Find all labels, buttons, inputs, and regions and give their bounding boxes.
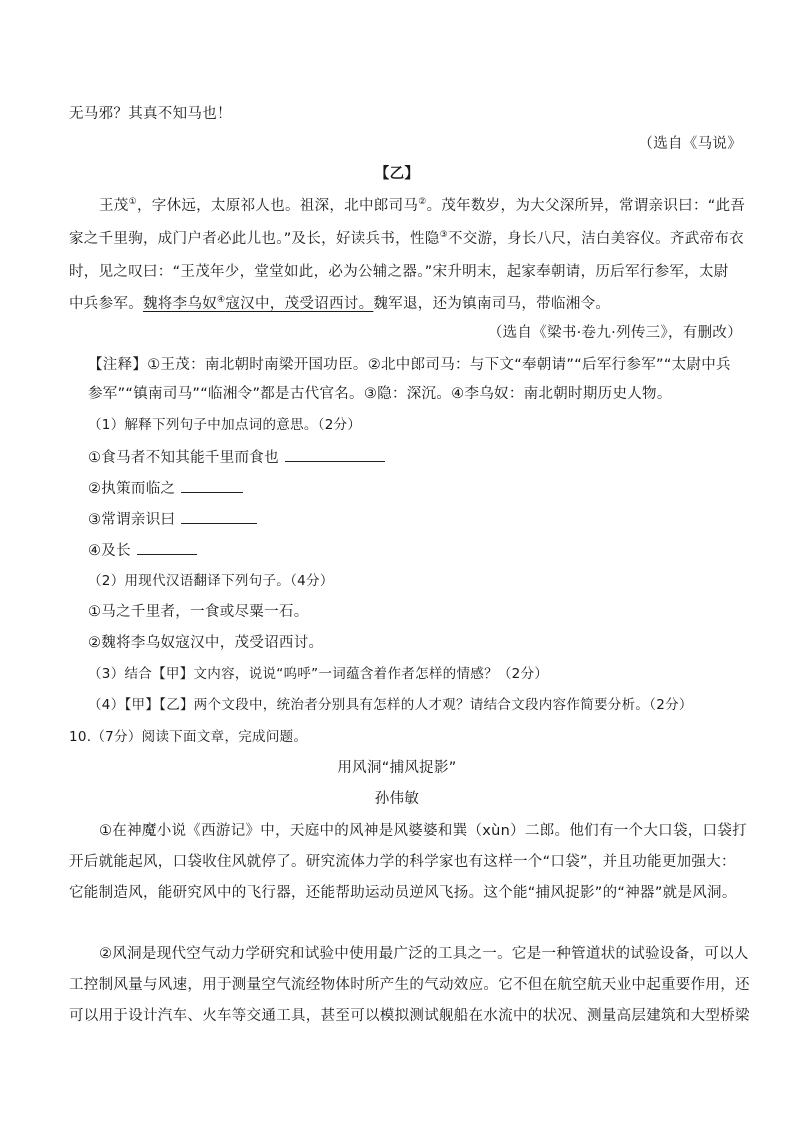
notes-line-1: 【注释】①王茂：南北朝时南梁开国功臣。②北中郎司马：与下文“奉朝请”“后军行参军”“太尉中兵 xyxy=(88,357,731,373)
text: 家之千里驹，成门户者必此儿也。”及长，好读兵书，性隐 xyxy=(69,231,440,247)
paragraph-2-line-1: ②风洞是现代空气动力学研究和试验中使用最广泛的工具之一。它是一种管道状的试验设备，可以人 xyxy=(99,946,749,962)
q2-item-2: ②魏将李乌奴寇汉中，茂受诏西讨。 xyxy=(88,635,324,651)
text: 王茂 xyxy=(99,198,129,214)
text: ①食马者不知其能千里而食也 xyxy=(88,450,279,466)
answer-blank[interactable] xyxy=(181,509,257,524)
passage-yi-source: （选自《梁书·卷九·列传三》，有删改） xyxy=(487,325,742,341)
q1-item-3 xyxy=(88,509,257,530)
article-author: 孙伟敏 xyxy=(374,791,420,807)
passage-yi-line-1 xyxy=(99,196,745,216)
passage-yi-heading: 【乙】 xyxy=(374,166,420,182)
question-1: （1）解释下列句子中加点词的意思。（2分） xyxy=(88,417,362,433)
text: 中兵参军。 xyxy=(69,296,143,312)
question-3: （3）结合【甲】文内容，说说“呜呼”一词蕴含着作者怎样的情感？（2分） xyxy=(88,666,549,682)
paragraph-2-line-2: 工控制风量与风速，用于测量空气流经物体时所产生的气动效应。它不但在航空航天业中起重要作用，还 xyxy=(69,977,750,993)
note-marker-2: ② xyxy=(418,197,427,208)
q2-item-1: ①马之千里者，一食或尽粟一石。 xyxy=(88,604,309,620)
text: 寇汉中，茂受诏西讨。 xyxy=(225,296,374,312)
question-2: （2）用现代汉语翻译下列句子。（4分） xyxy=(88,573,334,589)
q1-item-1 xyxy=(88,447,385,468)
text: 魏军退，还为镇南司马，带临湘令。 xyxy=(373,296,611,312)
article-title: 用风洞“捕风捉影” xyxy=(337,760,457,776)
text: ②执策而临之 xyxy=(88,481,176,497)
text: 不交游，身长八尺，洁白美容仪。齐武帝布衣 xyxy=(447,231,744,247)
q1-item-4 xyxy=(88,540,197,561)
notes-line-2: 参军”“镇南司马”“临湘令”都是古代官名。③隐：深沉。④李乌奴：南北朝时期历史人物。 xyxy=(88,386,672,402)
text: 魏将李乌奴 xyxy=(143,296,217,312)
passage-yi-line-2 xyxy=(69,229,744,249)
text: ，字休远，太原祁人也。祖深，北中郎司马 xyxy=(136,198,419,214)
passage-jia-source: （选自《马说》 xyxy=(638,136,742,152)
note-marker-4: ④ xyxy=(217,295,226,306)
passage-yi-line-3: 时，见之叹曰：“王茂年少，堂堂如此，必为公辅之器。”宋升明末，起家奉朝请，历后军行参军，太尉 xyxy=(69,264,729,280)
text: ③常谓亲识曰 xyxy=(88,512,176,528)
text: 。茂年数岁，为大父深所异，常谓亲识曰：“此吾 xyxy=(426,198,746,214)
answer-blank[interactable] xyxy=(137,540,197,555)
answer-blank[interactable] xyxy=(285,447,385,462)
question-4: （4）【甲】【乙】两个文段中，统治者分别具有怎样的人才观？请结合文段内容作简要分析。（2分） xyxy=(88,697,693,713)
q1-item-2 xyxy=(88,478,243,499)
note-marker-3: ③ xyxy=(439,230,448,241)
paragraph-2-line-3: 可以用于设计汽车、火车等交通工具，甚至可以模拟测试舰船在水流中的状况、测量高层建筑和大型桥梁 xyxy=(69,1008,750,1024)
text: ④及长 xyxy=(88,543,131,559)
paragraph-1-line-1: ①在神魔小说《西游记》中，天庭中的风神是风婆婆和巽（xùn）二郎。他们有一个大口袋，口袋打 xyxy=(99,823,747,839)
paragraph-1-line-3: 它能制造风，能研究风中的飞行器，还能帮助运动员逆风飞扬。这个能“捕风捉影”的“神器”就是风洞。 xyxy=(69,885,737,901)
section-10-intro: 10.（7分）阅读下面文章，完成问题。 xyxy=(69,729,308,745)
underlined-sentence xyxy=(143,296,373,312)
passage-yi-line-4 xyxy=(69,294,610,314)
answer-blank[interactable] xyxy=(181,478,243,493)
paragraph-1-line-2: 开后就能起风，口袋收住风就停了。研究流体力学的科学家也有这样一个“口袋”，并且功能更加强大： xyxy=(69,854,736,870)
note-marker-1: ① xyxy=(128,197,137,208)
passage-jia-last-line: 无马邪？其真不知马也！ xyxy=(69,106,232,122)
